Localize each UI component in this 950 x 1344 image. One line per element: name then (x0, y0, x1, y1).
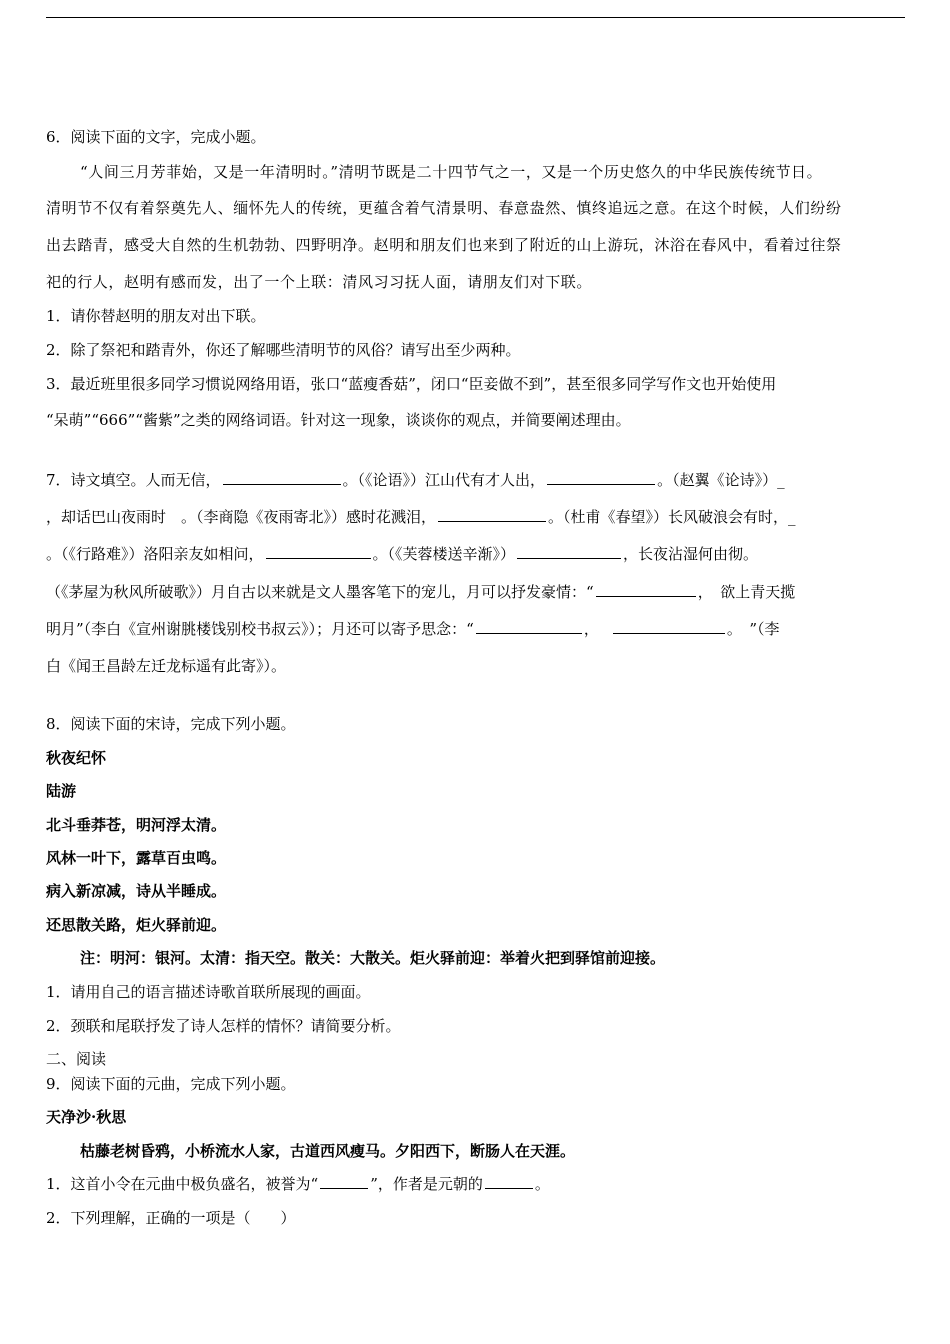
answer-blank[interactable] (596, 582, 696, 597)
answer-blank[interactable] (613, 619, 725, 634)
answer-blank[interactable] (223, 470, 341, 485)
q6-subquestion-3-line-1: 3．最近班里很多同学习惯说网络用语，张口“蓝瘦香菇”，闭口“臣妾做不到”，甚至很多同学写作文也开始使用 (46, 375, 777, 393)
q9-subquestion-1 (46, 1174, 550, 1194)
q9-text: 。 (534, 1175, 550, 1193)
q7-text: 。（赵翼《论诗》）_ (657, 471, 785, 489)
q7-text: 。（《行路难》）洛阳亲友如相问， (46, 545, 264, 563)
poem-line: 风林一叶下，露草百虫鸣。 (46, 849, 227, 867)
q7-line-1 (46, 470, 785, 490)
q9-text: 1．这首小令在元曲中极负盛名，被誉为“ (46, 1175, 319, 1193)
answer-blank[interactable] (485, 1174, 533, 1189)
q9-text: ”，作者是元朝的 (370, 1175, 483, 1193)
q7-line-4 (46, 582, 795, 602)
answer-blank[interactable] (476, 619, 582, 634)
q6-subquestion-2: 2．除了祭祀和踏青外，你还了解哪些清明节的风俗？请写出至少两种。 (46, 341, 521, 359)
poem-author: 陆游 (46, 782, 77, 800)
q6-subquestion-3-line-2: “呆萌”“666”“酱紫”之类的网络词语。针对这一现象，谈谈你的观点，并简要阐述理由。 (46, 411, 631, 429)
poem-line: 病入新凉减，诗从半睡成。 (46, 882, 227, 900)
q7-text: 。 ”（李 (726, 620, 780, 638)
q8-title: 8．阅读下面的宋诗，完成下列小题。 (46, 715, 296, 733)
q6-paragraph-line-2: 清明节不仅有着祭奠先人、缅怀先人的传统，更蕴含着气清景明、春意盎然、慎终追远之意。在这个时候，人们纷纷 (46, 199, 842, 217)
answer-blank[interactable] (547, 470, 655, 485)
q7-text: （《茅屋为秋风所破歌》）月自古以来就是文人墨客笔下的宠儿，月可以抒发豪情：“ (46, 583, 594, 601)
q8-subquestion-2: 2．颈联和尾联抒发了诗人怎样的情怀？请简要分析。 (46, 1017, 401, 1035)
answer-blank[interactable] (320, 1174, 368, 1189)
poem-note: 注：明河：银河。太清：指天空。散关：大散关。炬火驿前迎：举着火把到驿馆前迎接。 (80, 949, 666, 967)
poem-line: 还思散关路，炬火驿前迎。 (46, 916, 227, 934)
answer-blank[interactable] (266, 544, 371, 559)
q6-paragraph-line-4: 祀的行人，赵明有感而发，出了一个上联：清风习习抚人面，请朋友们对下联。 (46, 273, 593, 291)
q7-text: 7．诗文填空。人而无信， (46, 471, 221, 489)
q7-line-6: 白《闻王昌龄左迁龙标遥有此寄》）。 (46, 657, 287, 675)
poem-title: 天净沙·秋思 (46, 1108, 127, 1126)
q9-title: 9．阅读下面的元曲，完成下列小题。 (46, 1075, 296, 1093)
q7-line-5 (46, 619, 780, 639)
answer-blank[interactable] (438, 507, 546, 522)
q7-line-3 (46, 544, 758, 564)
q7-text: 明月”（李白《宣州谢朓楼饯别校书叔云》）；月还可以寄予思念：“ (46, 620, 474, 638)
q6-paragraph-line-1: “人间三月芳菲始，又是一年清明时。”清明节既是二十四节气之一，又是一个历史悠久的中华民族传统节日。 (80, 163, 823, 181)
poem-line: 北斗垂莽苍，明河浮太清。 (46, 816, 227, 834)
top-rule (46, 17, 905, 18)
q7-text: ， (583, 620, 599, 638)
q7-text: ，却话巴山夜雨时 。（李商隐《夜雨寄北》）感时花溅泪， (46, 508, 437, 526)
q7-text: 。（杜甫《春望》）长风破浪会有时，_ (548, 508, 796, 526)
q6-subquestion-1: 1．请你替赵明的朋友对出下联。 (46, 307, 266, 325)
q7-line-2 (46, 507, 796, 527)
q6-paragraph-line-3: 出去踏青，感受大自然的生机勃勃、四野明净。赵明和朋友们也来到了附近的山上游玩，沐浴在春风中，看着过往祭 (46, 236, 842, 254)
q6-title: 6．阅读下面的文字，完成小题。 (46, 128, 266, 146)
poem-text: 枯藤老树昏鸦，小桥流水人家，古道西风瘦马。夕阳西下，断肠人在天涯。 (80, 1142, 576, 1160)
q9-subquestion-2: 2．下列理解，正确的一项是（ ） (46, 1209, 296, 1227)
q7-text: 。（《芙蓉楼送辛渐》） (372, 545, 516, 563)
q7-text: 。（《论语》）江山代有才人出， (342, 471, 546, 489)
q7-text: ，长夜沾湿何由彻。 (623, 545, 759, 563)
poem-title: 秋夜纪怀 (46, 749, 107, 767)
q8-subquestion-1: 1．请用自己的语言描述诗歌首联所展现的画面。 (46, 983, 371, 1001)
section-heading: 二、阅读 (46, 1050, 107, 1068)
q7-text: ， 欲上青天揽 (697, 583, 796, 601)
answer-blank[interactable] (517, 544, 621, 559)
